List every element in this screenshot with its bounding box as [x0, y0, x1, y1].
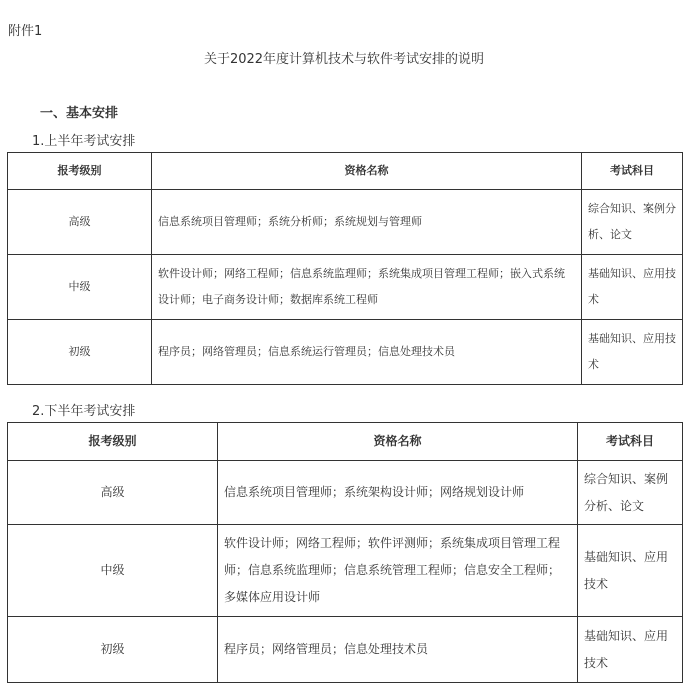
section-heading: 一、基本安排 [40, 106, 119, 121]
level-cell: 初级 [8, 617, 218, 683]
qualification-cell: 信息系统项目管理师；系统分析师；系统规划与管理师 [152, 190, 582, 255]
subjects-cell: 基础知识、应用技术 [578, 617, 683, 683]
second-half-table [7, 422, 683, 683]
table-row [8, 461, 683, 525]
document-title: 关于2022年度计算机技术与软件考试安排的说明 [203, 52, 485, 67]
qualification-cell: 软件设计师；网络工程师；信息系统监理师；系统集成项目管理工程师；嵌入式系统设计师；电子商务设计师；数据库系统工程师 [152, 255, 582, 320]
level-cell: 高级 [8, 461, 218, 525]
level-cell: 中级 [8, 525, 218, 617]
subjects-cell: 基础知识、应用技术 [582, 255, 683, 320]
subjects-cell: 基础知识、应用技术 [578, 525, 683, 617]
header-level: 报考级别 [8, 153, 152, 190]
table-row [8, 190, 683, 255]
table-header-row [8, 153, 683, 190]
subjects-cell: 综合知识、案例分析、论文 [578, 461, 683, 525]
table-header-row [8, 423, 683, 461]
subjects-cell: 基础知识、应用技术 [582, 320, 683, 385]
second-half-heading: 2.下半年考试安排 [32, 404, 136, 419]
table-row [8, 320, 683, 385]
first-half-heading: 1.上半年考试安排 [32, 134, 136, 149]
header-level: 报考级别 [8, 423, 218, 461]
level-cell: 高级 [8, 190, 152, 255]
header-subjects: 考试科目 [582, 153, 683, 190]
qualification-cell: 信息系统项目管理师；系统架构设计师；网络规划设计师 [218, 461, 578, 525]
qualification-cell: 程序员；网络管理员；信息系统运行管理员；信息处理技术员 [152, 320, 582, 385]
qualification-cell: 程序员；网络管理员；信息处理技术员 [218, 617, 578, 683]
level-cell: 中级 [8, 255, 152, 320]
table-row [8, 617, 683, 683]
subjects-cell: 综合知识、案例分析、论文 [582, 190, 683, 255]
header-subjects: 考试科目 [578, 423, 683, 461]
qualification-cell: 软件设计师；网络工程师；软件评测师；系统集成项目管理工程师；信息系统监理师；信息系统管理工程师；信息安全工程师；多媒体应用设计师 [218, 525, 578, 617]
header-qualification: 资格名称 [152, 153, 582, 190]
level-cell: 初级 [8, 320, 152, 385]
table-row [8, 525, 683, 617]
header-qualification: 资格名称 [218, 423, 578, 461]
table-row [8, 255, 683, 320]
first-half-table [7, 152, 683, 385]
attachment-label: 附件1 [8, 24, 43, 39]
